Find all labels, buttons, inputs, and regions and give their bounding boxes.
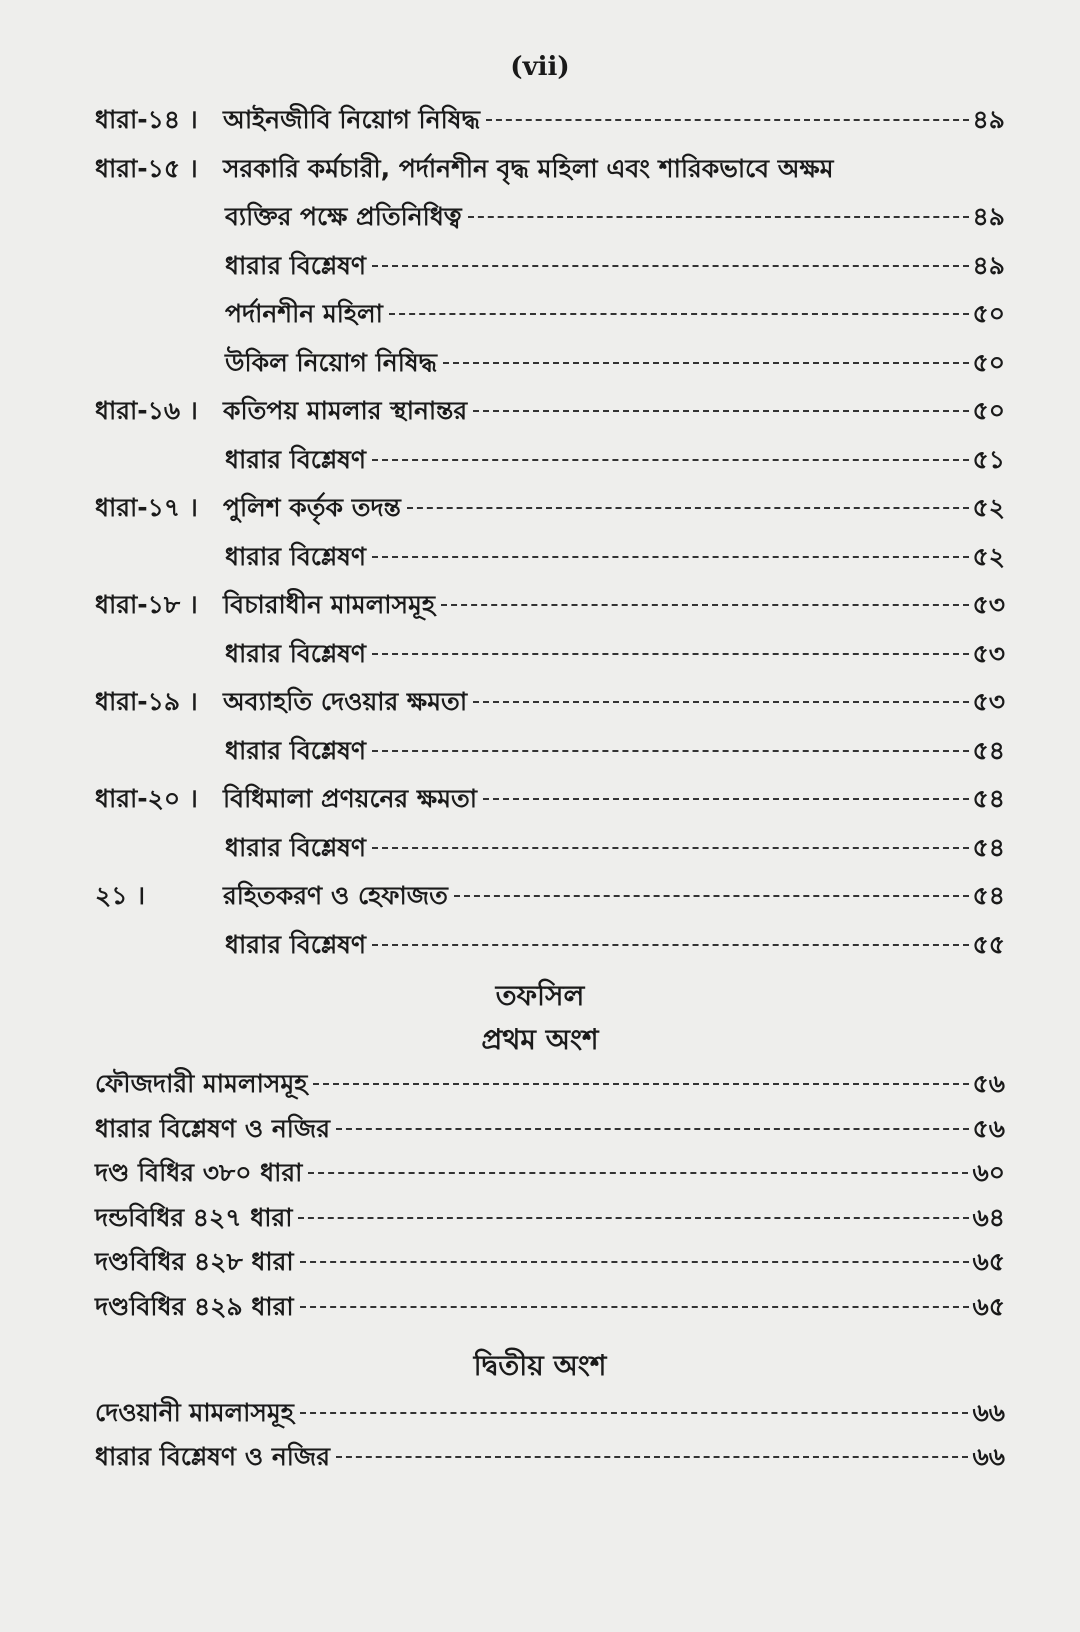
- entry-title: ধারার বিশ্লেষণ ও নজির: [95, 1113, 331, 1143]
- toc-entry: [95, 731, 1005, 777]
- page-ref: ৬৬: [972, 1442, 1005, 1471]
- toc-entry: [95, 828, 1005, 874]
- page-ref: ৬৫: [972, 1291, 1005, 1321]
- section-number: ধারা-১৫ ।: [95, 153, 198, 183]
- entry-title: ধারার বিশ্লেষণ: [225, 444, 367, 474]
- page-ref: ৫৩: [972, 638, 1005, 668]
- section-number: ধারা-১৭ ।: [95, 493, 198, 522]
- toc-entry: [95, 1198, 1005, 1244]
- toc-entry: [95, 876, 1005, 922]
- page-ref: ৫২: [972, 493, 1005, 522]
- section-number: ২১ ।: [95, 881, 146, 910]
- part1-heading: প্রথম অংশ: [481, 1023, 599, 1056]
- section-number: ধারা-১৬ ।: [95, 396, 198, 425]
- entry-title: দণ্ড বিধির ৩৮০ ধারা: [95, 1158, 303, 1187]
- page-ref: ৫২: [972, 541, 1005, 571]
- page-ref: ৫৩: [972, 687, 1005, 716]
- toc-entry: [95, 1242, 1005, 1288]
- leader-dashes: [473, 410, 968, 412]
- entry-title: দেওয়ানী মামলাসমূহ: [95, 1398, 294, 1427]
- leader-dashes: [473, 701, 968, 703]
- leader-dashes: [300, 1306, 969, 1308]
- leader-dashes: [336, 1128, 968, 1130]
- entry-title: আইনজীবি নিয়োগ নিষিদ্ধ: [223, 105, 480, 134]
- entry-title: ধারার বিশ্লেষণ: [225, 250, 367, 280]
- entry-title: অব্যাহতি দেওয়ার ক্ষমতা: [223, 687, 468, 716]
- entry-title: বিচারাধীন মামলাসমূহ: [223, 590, 436, 619]
- leader-dashes: [300, 1261, 969, 1263]
- entry-title: পর্দানশীন মহিলা: [225, 299, 383, 328]
- leader-dashes: [454, 895, 969, 897]
- leader-dashes: [308, 1172, 968, 1174]
- section-number: ধারা-১৯ ।: [95, 687, 198, 716]
- section-number: ধারা-২০ ।: [95, 784, 198, 813]
- toc-entry: [95, 585, 1005, 631]
- entry-title: ধারার বিশ্লেষণ ও নজির: [95, 1442, 331, 1471]
- leader-dashes: [336, 1456, 968, 1458]
- leader-dashes: [300, 1412, 969, 1414]
- toc-entry: [95, 779, 1005, 825]
- entry-title: ধারার বিশ্লেষণ: [225, 929, 367, 959]
- entry-title: দণ্ডবিধির ৪২৮ ধারা: [95, 1247, 294, 1276]
- page-ref: ৫৪: [972, 784, 1005, 813]
- leader-dashes: [372, 459, 968, 461]
- toc-entry: [95, 440, 1005, 486]
- leader-dashes: [298, 1217, 968, 1219]
- toc-entry: [95, 391, 1005, 437]
- page-ref: ৪৯: [972, 250, 1005, 280]
- page-ref: ৫০: [972, 299, 1005, 328]
- leader-dashes: [372, 265, 968, 267]
- leader-dashes: [389, 313, 969, 315]
- leader-dashes: [372, 556, 968, 558]
- leader-dashes: [372, 847, 968, 849]
- toc-entry: [95, 1064, 1005, 1110]
- toc-entry: [95, 1153, 1005, 1199]
- page-ref: ৬৬: [972, 1398, 1005, 1427]
- toc-entry: [95, 925, 1005, 971]
- entry-title: বিধিমালা প্রণয়নের ক্ষমতা: [223, 784, 478, 813]
- page-ref: ৫৪: [972, 832, 1005, 862]
- leader-dashes: [468, 216, 969, 218]
- leader-dashes: [483, 798, 969, 800]
- toc-entry: [95, 488, 1005, 534]
- section-number: ধারা-১৮ ।: [95, 590, 198, 619]
- entry-title: ধারার বিশ্লেষণ: [225, 638, 367, 668]
- page-ref: ৫৬: [972, 1113, 1005, 1143]
- page-ref: ৪৯: [972, 105, 1005, 134]
- toc-entry: [95, 343, 1005, 389]
- entry-title: ফৌজদারী মামলাসমূহ: [95, 1069, 308, 1098]
- toc-entry: [95, 1109, 1005, 1155]
- entry-title: রহিতকরণ ও হেফাজত: [223, 881, 448, 910]
- leader-dashes: [372, 653, 968, 655]
- entry-title: ধারার বিশ্লেষণ: [225, 735, 367, 765]
- leader-dashes: [407, 507, 969, 509]
- toc-entry: [95, 100, 1005, 146]
- section-number: ধারা-১৪ ।: [95, 105, 198, 134]
- page-ref: ৫৩: [972, 590, 1005, 619]
- toc-entry: [95, 682, 1005, 728]
- entry-title: ধারার বিশ্লেষণ: [225, 832, 367, 862]
- entry-title: ধারার বিশ্লেষণ: [225, 541, 367, 571]
- entry-title: পুলিশ কর্তৃক তদন্ত: [223, 493, 401, 522]
- page-number: (vii): [510, 52, 570, 82]
- toc-entry: [95, 1287, 1005, 1333]
- page-ref: ৫৫: [972, 929, 1005, 959]
- toc-entry: [95, 1393, 1005, 1439]
- toc-entry: [95, 246, 1005, 292]
- leader-dashes: [313, 1083, 968, 1085]
- leader-dashes: [486, 119, 969, 121]
- page-ref: ৬০: [972, 1158, 1005, 1187]
- page-ref: ৫৪: [972, 881, 1005, 910]
- toc-entry: [95, 1437, 1005, 1483]
- leader-dashes: [443, 362, 969, 364]
- entry-title: দণ্ডবিধির ৪২৯ ধারা: [95, 1291, 294, 1321]
- toc-entry: [95, 537, 1005, 583]
- page-ref: ৬৪: [972, 1202, 1005, 1232]
- page-ref: ৫০: [972, 347, 1005, 377]
- page-ref: ৫৪: [972, 735, 1005, 765]
- leader-dashes: [441, 604, 968, 606]
- page-ref: ৬৫: [972, 1247, 1005, 1276]
- part2-heading: দ্বিতীয় অংশ: [473, 1349, 607, 1382]
- entry-title: সরকারি কর্মচারী, পর্দানশীন বৃদ্ধ মহিলা এবং শারিকভাবে অক্ষম: [223, 153, 834, 183]
- toc-entry: [95, 149, 1005, 195]
- toc-entry: [95, 294, 1005, 340]
- leader-dashes: [372, 944, 968, 946]
- entry-title: দন্ডবিধির ৪২৭ ধারা: [95, 1202, 293, 1232]
- leader-dashes: [372, 750, 968, 752]
- toc-entry: [95, 197, 1005, 243]
- entry-title: কতিপয় মামলার স্থানান্তর: [223, 396, 468, 425]
- page-ref: ৫১: [972, 444, 1005, 474]
- toc-entry: [95, 634, 1005, 680]
- page-ref: ৫৬: [972, 1069, 1005, 1098]
- entry-title: উকিল নিয়োগ নিষিদ্ধ: [225, 347, 437, 377]
- page-ref: ৫০: [972, 396, 1005, 425]
- schedule-heading: তফসিল: [495, 979, 585, 1012]
- entry-title: ব্যক্তির পক্ষে প্রতিনিধিত্ব: [225, 202, 462, 231]
- page-ref: ৪৯: [972, 202, 1005, 231]
